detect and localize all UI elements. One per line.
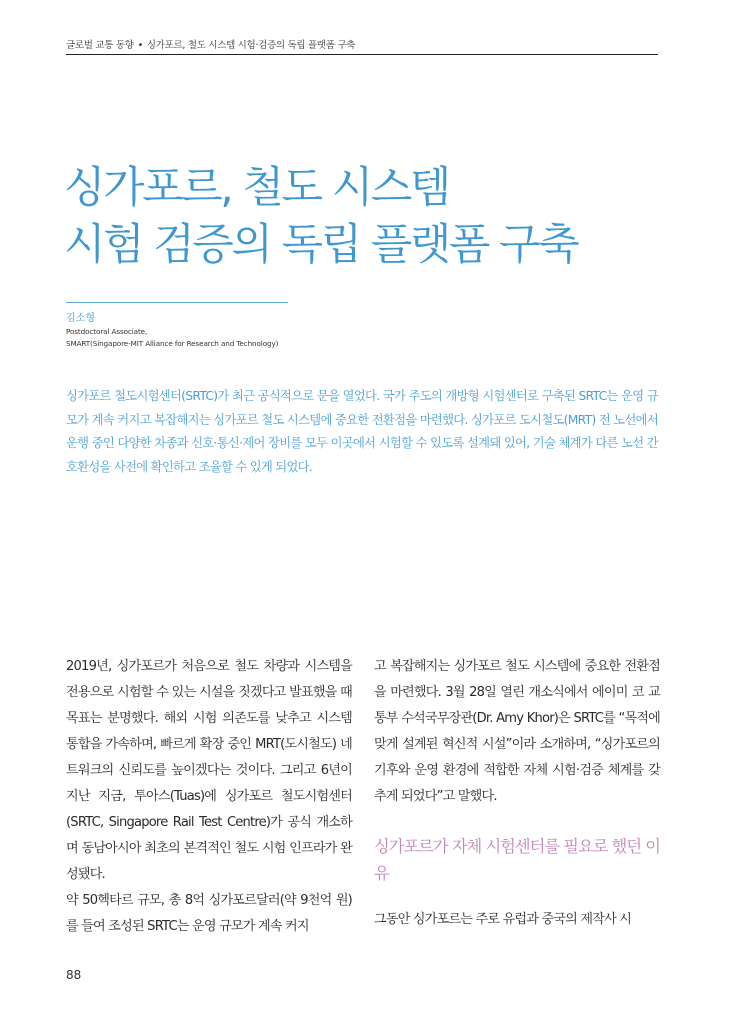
page-number: 88 xyxy=(66,968,82,982)
header-section: 글로벌 교통 동향 xyxy=(66,40,134,51)
article-title xyxy=(64,160,664,274)
lead-paragraph: 싱가포르 철도시험센터(SRTC)가 최근 공식적으로 문을 열었다. 국가 주도의 개방형 시험센터로 구축된 SRTC는 운영 규모가 계속 커지고 복잡해지는 싱가포르 철도 시스템에 중요한 전환점을 마련했다. 싱가포르 도시철도(MRT) 전 노선에서 운행 중인 다양한 차종과 신호·통신·제어 장비를 모두 이곳에서 시험할 수 있도록 설계돼 있어, 기술 체계가 다른 노선 간 호환성을 사전에 확인하고 조율할 수 있게 되었다. xyxy=(66,389,658,474)
body-column-left xyxy=(66,654,352,940)
body-paragraph: 고 복잡해지는 싱가포르 철도 시스템에 중요한 전환점을 마련했다. 3월 28일 열린 개소식에서 에이미 코 교통부 수석국무장관(Dr. Amy Khor)은 SRTC를 “목적에 맞게 설계된 혁신적 시설”이라 소개하며, “싱가포르의 기후와 운영 환경에 적합한 자체 시험·검증 체계를 갖추게 되었다”고 말했다. xyxy=(374,659,660,804)
header-rule xyxy=(66,54,658,55)
title-line-2: 시험 검증의 독립 플랫폼 구축 xyxy=(64,220,578,270)
body-paragraph: 약 50헥타르 규모, 총 8억 싱가포르달러(약 9천억 원)를 들여 조성된 SRTC는 운영 규모가 계속 커지 xyxy=(66,893,352,934)
header-article-title: 싱가포르, 철도 시스템 시험·검증의 독립 플랫폼 구축 xyxy=(146,40,356,51)
running-header xyxy=(66,37,658,51)
author-rule xyxy=(66,302,288,303)
author-affiliation xyxy=(66,326,326,350)
author-institution: SMART(Singapore-MIT Alliance for Research and Technology) xyxy=(66,339,279,348)
title-line-1: 싱가포르, 철도 시스템 xyxy=(64,163,449,213)
body-column-right xyxy=(374,654,660,933)
author-role: Postdoctoral Associate, xyxy=(66,327,148,336)
body-paragraph: 그동안 싱가포르는 주로 유럽과 중국의 제작사 시 xyxy=(374,912,632,927)
body-paragraph: 2019년, 싱가포르가 처음으로 철도 차량과 시스템을 전용으로 시험할 수 있는 시설을 짓겠다고 발표했을 때 목표는 분명했다. 해외 시험 의존도를 낮추고 시스템 통합을 가속하며, 빠르게 확장 중인 MRT(도시철도) 네트워크의 신뢰도를 높이겠다는 것이다. 그리고 6년이 지난 지금, 투아스(Tuas)에 싱가포르 철도시험센터(SRTC, Singapore Rail Test Centre)가 공식 개소하며 동남아시아 최초의 본격적인 철도 시험 인프라가 완성됐다. xyxy=(66,659,352,882)
section-subheading: 싱가포르가 자체 시험센터를 필요로 했던 이유 xyxy=(374,837,660,883)
author-name: 김소형 xyxy=(66,313,95,324)
header-separator: • xyxy=(137,40,143,51)
